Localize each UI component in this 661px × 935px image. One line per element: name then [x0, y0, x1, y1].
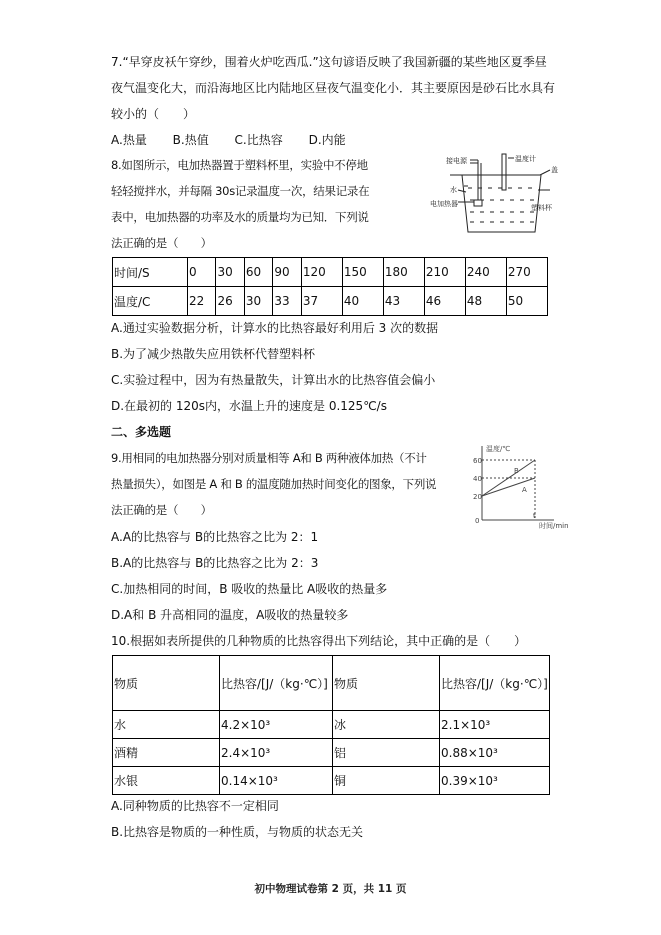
table-cell: 26	[216, 287, 244, 316]
table-row	[113, 739, 550, 767]
table-row	[113, 258, 548, 287]
table-cell: 酒精	[113, 739, 220, 767]
page-footer: 初中物理试卷第 2 页，共 11 页	[254, 883, 407, 895]
line-a	[482, 478, 535, 496]
q7-line: 7.“早穿皮袄午穿纱，围着火炉吃西瓜.”这句谚语反映了我国新疆的某些地区夏季昼	[111, 55, 547, 69]
q9-option-c: C.加热相同的时间，B 吸收的热量比 A吸收的热量多	[111, 582, 388, 596]
table-cell: 30	[216, 258, 244, 287]
q8-option-a: A.通过实验数据分析，计算水的比热容最好利用后 3 次的数据	[111, 321, 439, 335]
table-cell: 水	[113, 711, 220, 739]
table-cell: 37	[301, 287, 342, 316]
table-cell: 铜	[333, 767, 440, 795]
header-cell: 物质	[333, 656, 440, 711]
table-cell: 60	[244, 258, 272, 287]
heater-cup-diagram	[410, 150, 560, 236]
table-cell: 0.14×10³	[220, 767, 333, 795]
table-cell: 46	[424, 287, 465, 316]
temperature-table	[112, 257, 548, 316]
table-row	[113, 711, 550, 739]
header-cell: 比热容/[J/（kg·℃）]	[220, 656, 333, 711]
q9-option-a: A.A的比热容与 B的比热容之比为 2：1	[111, 530, 319, 544]
q10-line: 10.根据如表所提供的几种物质的比热容得出下列结论，其中正确的是（ ）	[111, 634, 527, 648]
q9-option-d: D.A和 B 升高相同的温度，A吸收的热量较多	[111, 608, 349, 622]
ytick: 60	[473, 457, 482, 465]
q9-line: 9.用相同的电加热器分别对质量相等 A和 B 两种液体加热（不计	[111, 451, 427, 465]
series-label-b: B	[514, 467, 519, 475]
ytick: 40	[473, 475, 482, 483]
table-cell: 2.4×10³	[220, 739, 333, 767]
table-cell: 2.1×10³	[440, 711, 550, 739]
q9-line: 法正确的是（ ）	[111, 503, 212, 517]
q9-line: 热量损失），如图是 A 和 B 的温度随加热时间变化的图象，下列说	[111, 477, 437, 491]
table-row	[113, 767, 550, 795]
table-cell: 水银	[113, 767, 220, 795]
q7-line: 夜气温变化大，而沿海地区比内陆地区昼夜气温变化小．其主要原因是砂石比水具有	[111, 81, 556, 95]
table-cell: 40	[342, 287, 383, 316]
graph-xlabel: 时间/min	[539, 522, 569, 530]
graph-ylabel: 温度/℃	[486, 445, 511, 453]
table-row	[113, 287, 548, 316]
temperature-time-graph	[472, 440, 582, 530]
label-power: 接电源	[446, 157, 467, 165]
table-cell: 0.88×10³	[440, 739, 550, 767]
table-cell: 90	[273, 258, 301, 287]
q9-option-b: B.A的比热容与 B的比热容之比为 2：3	[111, 556, 319, 570]
table-cell: 铝	[333, 739, 440, 767]
q8-line: 法正确的是（ ）	[111, 236, 212, 250]
table-header-row	[113, 656, 550, 711]
header-cell: 比热容/[J/（kg·℃）]	[440, 656, 550, 711]
q8-option-c: C.实验过程中，因为有热量散失，计算出水的比热容值会偏小	[111, 373, 436, 387]
q7-option-a: A.热量	[111, 133, 147, 147]
label-cup: 塑料杯	[531, 204, 552, 212]
q7-option-b: B.热值	[172, 133, 209, 147]
q8-line: 表中，电加热器的功率及水的质量均为已知．下列说	[111, 210, 369, 224]
q7-options	[111, 132, 368, 148]
q8-option-d: D.在最初的 120s内，水温上升的速度是 0.125℃/s	[111, 399, 387, 413]
table-cell: 30	[244, 287, 272, 316]
series-label-a: A	[522, 486, 527, 494]
label-thermometer: 温度计	[515, 155, 536, 163]
table-cell: 时间/S	[113, 258, 188, 287]
table-cell: 180	[383, 258, 424, 287]
xtick: t	[533, 512, 536, 520]
table-cell: 冰	[333, 711, 440, 739]
ytick: 0	[475, 517, 480, 525]
label-heater: 电加热器	[430, 200, 458, 208]
table-cell: 50	[506, 287, 547, 316]
table-cell: 48	[465, 287, 506, 316]
q8-option-b: B.为了减少热散失应用铁杯代替塑料杯	[111, 347, 316, 361]
table-cell: 150	[342, 258, 383, 287]
q7-line: 较小的（ ）	[111, 107, 196, 121]
table-cell: 33	[273, 287, 301, 316]
label-lid: 盖	[551, 166, 558, 174]
table-cell: 0	[188, 258, 216, 287]
q7-option-d: D.内能	[308, 133, 346, 147]
table-cell: 210	[424, 258, 465, 287]
q10-option-a: A.同种物质的比热容不一定相同	[111, 799, 279, 813]
specific-heat-table	[112, 655, 550, 795]
q8-line: 轻轻搅拌水，并每隔 30s记录温度一次，结果记录在	[111, 184, 370, 198]
table-cell: 120	[301, 258, 342, 287]
table-cell: 0.39×10³	[440, 767, 550, 795]
section-heading: 二、多选题	[111, 425, 172, 439]
q8-line: 8.如图所示，电加热器置于塑料杯里，实验中不停地	[111, 158, 368, 172]
table-cell: 22	[188, 287, 216, 316]
header-cell: 物质	[113, 656, 220, 711]
q7-option-c: C.比热容	[234, 133, 283, 147]
table-cell: 270	[506, 258, 547, 287]
table-cell: 43	[383, 287, 424, 316]
table-cell: 温度/C	[113, 287, 188, 316]
ytick: 20	[473, 493, 482, 501]
table-cell: 240	[465, 258, 506, 287]
q10-option-b: B.比热容是物质的一种性质，与物质的状态无关	[111, 825, 364, 839]
label-water: 水	[450, 186, 457, 194]
table-cell: 4.2×10³	[220, 711, 333, 739]
